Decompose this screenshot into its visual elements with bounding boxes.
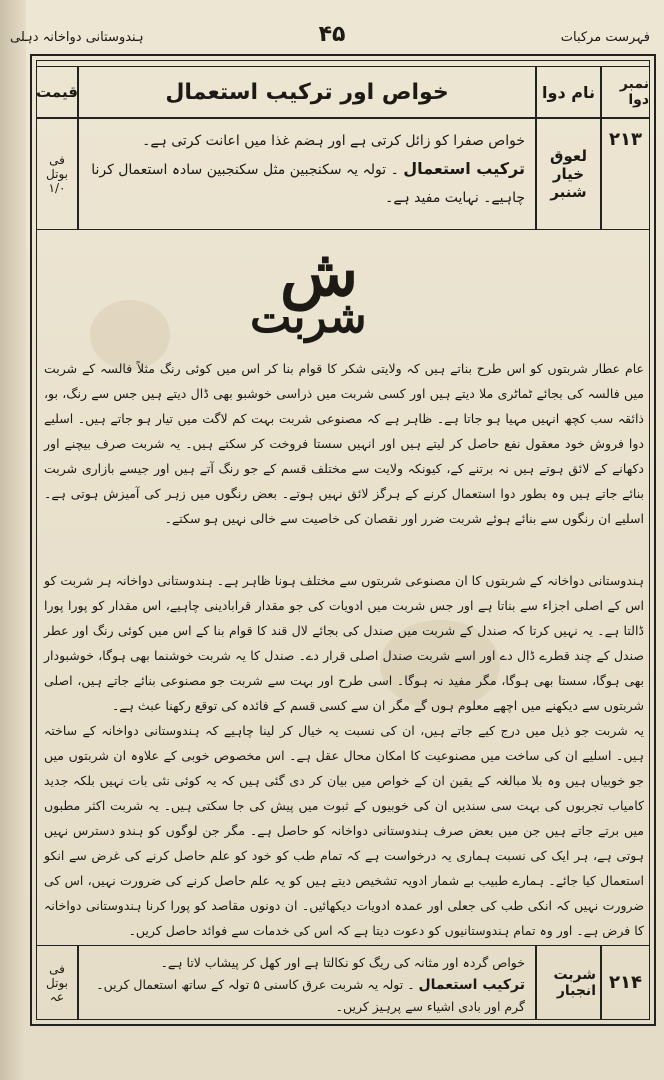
item-description: [78, 118, 536, 230]
item-description: [78, 945, 536, 1020]
price-label: فی بوتل: [46, 153, 68, 181]
item-number: ۲۱۴: [601, 945, 650, 1020]
usage-label: ترکیب استعمال: [403, 159, 525, 178]
page-edge: [0, 0, 26, 1080]
item-name: شربت انجبار: [536, 945, 601, 1020]
item-price: [36, 118, 78, 230]
page-number: ۴۵: [318, 22, 346, 47]
column-header-number: نمبر دوا: [601, 66, 650, 118]
properties-text: خواص گردہ اور مثانہ کی ریگ کو نکالتا ہے اور کھل کر پیشاب لاتا ہے۔: [160, 955, 525, 970]
usage-text: ۔ تولہ یہ سکنجبین مثل سکنجبین سادہ استعمال کرنا چاہیے۔ نہایت مفید ہے۔: [91, 162, 525, 206]
paragraph: ہندوستانی دواخانہ کے شربتوں کا ان مصنوعی شربتوں سے مختلف ہونا ظاہر ہے۔ ہندوستانی دواخانہ ہر شربت کو اس کے اصلی اجزاء سے بناتا ہے اور جس شربت میں ادویات کی جو مقدار قرابادینی چاہیے، اس مقدار کو پورا پورا ڈالتا ہے۔ یہ نہیں کرتا کہ صندل کے شربت میں صندل کی بجائے لال قند کا قوام بنا کے اس میں کوئی رنگ اور عطر صندل کے چند قطرے ڈال دے اور اسے شربت صندل اصلی قرار دے۔ صندل کا یہ شربت خوشنما بھی ہوگا، خوشبودار بھی ہوگا، سستا بھی ہوگا، مگر مفید نہ ہوگا۔ اسی طرح اور بہت سے شربت جو مصنوعی بنائے جاتے ہیں، اصلی شربتوں سے دیکھنے میں اچھے معلوم ہوں گے مگر ان سے کسی قسم کے فائدہ کی توقع رکھنا عبث ہے۔: [44, 573, 644, 713]
usage-label: ترکیب استعمال: [418, 977, 525, 993]
running-header-right: فہرست مرکبات: [560, 30, 650, 45]
item-number: ۲۱۳: [601, 118, 650, 230]
price-value: عہ: [49, 990, 65, 1004]
properties-text: خواص صفرا کو زائل کرتی ہے اور ہضم غذا میں اعانت کرتی ہے۔: [142, 133, 525, 149]
running-header-left: ہندوستانی دواخانہ دہلی: [10, 30, 144, 45]
item-name: لعوق خیار شنبر: [536, 118, 601, 230]
column-header-price: قیمت: [36, 66, 78, 118]
price-label: فی بوتل: [46, 962, 68, 990]
section-letter: ش: [280, 236, 359, 311]
price-value: ۱/۰: [48, 181, 66, 195]
column-header-properties: خواص اور ترکیب استعمال: [78, 66, 536, 118]
column-header-name: نام دوا: [536, 66, 601, 118]
section-title: شربت: [250, 292, 367, 343]
paragraph: یہ شربت جو ذیل میں درج کیے جاتے ہیں، ان کی نسبت یہ خیال کر لینا چاہیے کہ ہندوستانی دواخانہ کے ساختہ ہیں۔ اسلیے ان کی ساخت میں مصنوعیت کا امکان محال عقل ہے۔ اس مخصوص خوبی کے علاوہ ان شربتوں میں جو خوبیاں ہیں وہ بلا مبالغہ کے یقین ان کے خواص میں بیان کر دی گئی ہیں کہ یہ کوئی نئی بات نہیں بلکہ جدید کامیاب تجربوں کی بہت سی سندیں ان کی خوبیوں کے ثبوت میں پیش کی جا سکتی ہیں۔ یہ شربت اکثر مطبوں میں برتے جاتے ہیں جن میں بعض صرف ہندوستانی دواخانہ کو حاصل ہے۔ مگر جن لوگوں کو ہندو دسترس نہیں ہوتی ہے، ہر ایک کی نسبت ہماری یہ درخواست ہے کہ تمام طب کو خود کو علم حاصل کرنے کی غرض سے انکو استعمال کیا جائے۔ ہمارے طبیب بے شمار ادویہ تشخیص دیتے ہیں کو یہ علم حاصل کرنے کی ضرورت نہیں، اس کی ضرورت نہیں کہ انکی طب کی جعلی اور عمدہ ادویات دیکھائیں۔ ان دونوں مقاصد کو پورا کرنا ہندوستانی دواخانہ کا فرض ہے۔ اور وہ تمام ہندوستانیوں کو دعوت دیتا ہے کہ اس کی خدمات سے فوائد حاصل کریں۔: [44, 723, 644, 938]
usage-text: ۔ تولہ یہ شربت عرق کاسنی ۵ تولہ کے ساتھ استعمال کریں۔ گرم اور بادی اشیاء سے پرہیز کریں۔: [96, 977, 525, 1014]
item-price: [36, 945, 78, 1020]
paragraph: عام عطار شربتوں کو اس طرح بناتے ہیں کہ ولایتی شکر کا قوام بنا کر اس میں کوئی رنگ مثلاً فالسہ کے شربت میں فالسہ کی بجائے ٹماٹری ملا دیتے ہیں اور کسی شربت میں ذراسی خوشبو بھی ڈال دیتے ہیں جس سے رنگ، بو، ذائقہ سب کچھ انہیں مہیا ہو جاتا ہے۔ ظاہر ہے کہ مصنوعی شربت بہت کم لاگت میں تیار ہو جاتے ہیں۔ اسلیے دوا فروش خود معقول نفع حاصل کر لیتے ہیں اور انہیں سستا فروخت کر سکتے ہیں۔ یہ شربت صرف بیچنے اور دکھانے کے لائق ہوتے ہیں نہ برتنے کے، کیونکہ ولایت سے مختلف قسم کے جو رنگ آتے ہیں اور جیسے بازاری شربت بنائے جاتے ہیں وہ بطور دوا استعمال کرنے کے ہرگز لائق نہیں ہوتے۔ بعض رنگوں میں زہر کی آمیزش ہوتی ہے۔ اسلیے ان رنگوں سے بنائے ہوئے شربت ضرر اور نقصان کی خاصیت سے خالی نہیں ہو سکتے۔: [44, 361, 644, 526]
